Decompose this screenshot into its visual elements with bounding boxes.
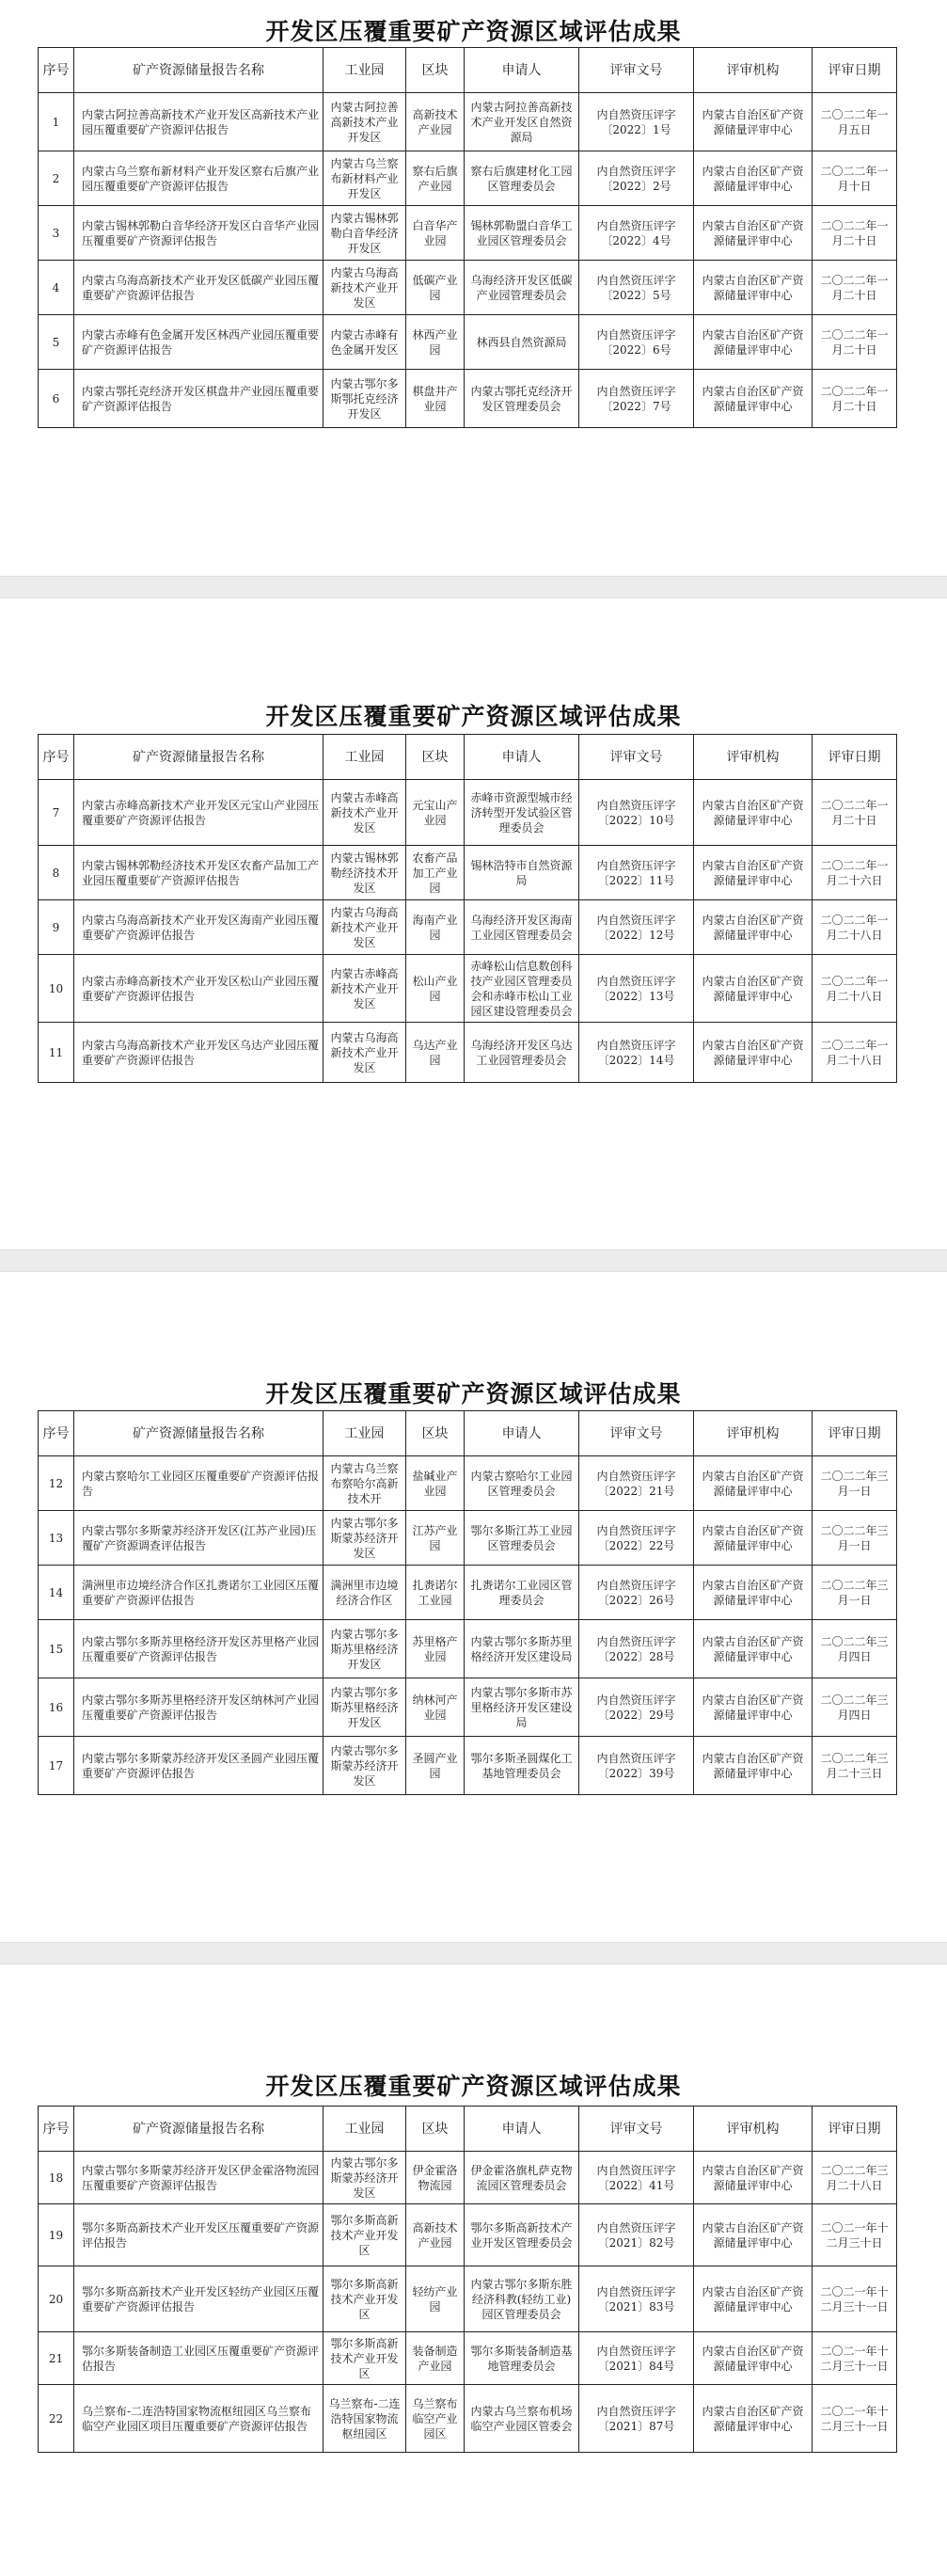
- cell-doc-number: 内自然资压评字〔2022〕39号: [579, 1737, 694, 1795]
- cell-park: 内蒙古乌兰察布察哈尔高新技术开: [324, 1456, 406, 1511]
- cell-report-name: 内蒙古阿拉善高新技术产业开发区高新技术产业园压覆重要矿产资源评估报告: [74, 93, 324, 151]
- table-row: [39, 2385, 897, 2453]
- cell-review-date: 二〇二二年三月一日: [813, 1511, 897, 1566]
- table-row: [39, 1566, 897, 1620]
- header-applicant: 申请人: [465, 48, 579, 93]
- header-review-org: 评审机构: [694, 1411, 813, 1456]
- cell-doc-number: 内自然资压评字〔2022〕4号: [579, 206, 694, 261]
- table-row: [39, 2332, 897, 2385]
- cell-seq: 9: [39, 900, 74, 955]
- cell-review-org: 内蒙古自治区矿产资源储量评审中心: [694, 1678, 813, 1737]
- header-block: 区块: [406, 48, 465, 93]
- page-separator: [0, 576, 947, 598]
- header-review-org: 评审机构: [694, 48, 813, 93]
- cell-applicant: 察右后旗建材化工园区管理委员会: [465, 151, 579, 206]
- cell-block: 高新技术产业园: [406, 93, 465, 151]
- table-row: [39, 93, 897, 151]
- cell-applicant: 扎赉诺尔工业园区管理委员会: [465, 1566, 579, 1620]
- cell-review-date: 二〇二二年三月二十八日: [813, 2152, 897, 2204]
- cell-review-org: 内蒙古自治区矿产资源储量评审中心: [694, 955, 813, 1023]
- cell-block: 察右后旗产业园: [406, 151, 465, 206]
- cell-review-date: 二〇二一年十二月三十日: [813, 2204, 897, 2266]
- cell-applicant: 乌海经济开发区低碳产业园管理委员会: [465, 261, 579, 315]
- cell-review-org: 内蒙古自治区矿产资源储量评审中心: [694, 370, 813, 428]
- cell-block: 圣圆产业园: [406, 1737, 465, 1795]
- header-doc-number: 评审文号: [579, 1411, 694, 1456]
- cell-block: 乌兰察布临空产业园区: [406, 2385, 465, 2453]
- table-header-row: [39, 2107, 897, 2152]
- table-row: [39, 1678, 897, 1737]
- cell-review-date: 二〇二二年三月四日: [813, 1620, 897, 1678]
- table-header-row: [39, 48, 897, 93]
- header-seq: 序号: [39, 48, 74, 93]
- cell-park: 内蒙古锡林郭勒白音华经济开发区: [324, 206, 406, 261]
- cell-park: 内蒙古赤峰高新技术产业开发区: [324, 780, 406, 846]
- cell-doc-number: 内自然资压评字〔2022〕13号: [579, 955, 694, 1023]
- table-row: [39, 2204, 897, 2266]
- cell-review-date: 二〇二一年十二月三十一日: [813, 2385, 897, 2453]
- cell-block: 轻纺产业园: [406, 2266, 465, 2332]
- results-table: [38, 47, 897, 428]
- page-separator: [0, 1249, 947, 1272]
- table-row: [39, 2152, 897, 2204]
- header-park: 工业园: [324, 1411, 406, 1456]
- page-separator: [0, 1942, 947, 1964]
- cell-report-name: 内蒙古锡林郭勒白音华经济开发区白音华产业园压覆重要矿产资源评估报告: [74, 206, 324, 261]
- cell-park: 内蒙古阿拉善高新技术产业开发区: [324, 93, 406, 151]
- cell-review-org: 内蒙古自治区矿产资源储量评审中心: [694, 206, 813, 261]
- cell-review-date: 二〇二二年一月二十日: [813, 206, 897, 261]
- cell-review-date: 二〇二二年一月二十日: [813, 780, 897, 846]
- cell-park: 内蒙古鄂尔多斯苏里格经济开发区: [324, 1620, 406, 1678]
- cell-park: 内蒙古鄂尔多斯鄂托克经济开发区: [324, 370, 406, 428]
- cell-park: 内蒙古乌海高新技术产业开发区: [324, 261, 406, 315]
- header-doc-number: 评审文号: [579, 48, 694, 93]
- cell-applicant: 内蒙古鄂尔多斯市苏里格经济开发区建设局: [465, 1678, 579, 1737]
- cell-block: 白音华产业园: [406, 206, 465, 261]
- header-applicant: 申请人: [465, 735, 579, 780]
- page-title: 开发区压覆重要矿产资源区域评估成果: [265, 703, 682, 730]
- cell-review-date: 二〇二二年三月二十三日: [813, 1737, 897, 1795]
- header-report-name: 矿产资源储量报告名称: [74, 1411, 324, 1456]
- cell-seq: 18: [39, 2152, 74, 2204]
- cell-seq: 3: [39, 206, 74, 261]
- results-table: [38, 734, 897, 1083]
- cell-block: 林西产业园: [406, 315, 465, 370]
- header-seq: 序号: [39, 735, 74, 780]
- cell-review-org: 内蒙古自治区矿产资源储量评审中心: [694, 2152, 813, 2204]
- cell-report-name: 内蒙古乌兰察布新材料产业开发区察右后旗产业园压覆重要矿产资源评估报告: [74, 151, 324, 206]
- cell-doc-number: 内自然资压评字〔2022〕29号: [579, 1678, 694, 1737]
- cell-applicant: 内蒙古鄂尔多斯东胜经济科教(轻纺工业)园区管理委员会: [465, 2266, 579, 2332]
- header-report-name: 矿产资源储量报告名称: [74, 48, 324, 93]
- cell-seq: 14: [39, 1566, 74, 1620]
- cell-report-name: 内蒙古察哈尔工业园区压覆重要矿产资源评估报告: [74, 1456, 324, 1511]
- header-doc-number: 评审文号: [579, 2107, 694, 2152]
- page-3: [0, 1272, 947, 1940]
- cell-report-name: 内蒙古乌海高新技术产业开发区海南产业园压覆重要矿产资源评估报告: [74, 900, 324, 955]
- cell-park: 内蒙古乌海高新技术产业开发区: [324, 1023, 406, 1083]
- cell-review-date: 二〇二二年一月十日: [813, 151, 897, 206]
- table-row: [39, 846, 897, 900]
- cell-report-name: 乌兰察布-二连浩特国家物流枢纽园区乌兰察布临空产业园区项目压覆重要矿产资源评估报告: [74, 2385, 324, 2453]
- cell-review-date: 二〇二二年一月二十八日: [813, 900, 897, 955]
- cell-review-date: 二〇二一年十二月三十一日: [813, 2266, 897, 2332]
- cell-park: 鄂尔多斯高新技术产业开发区: [324, 2266, 406, 2332]
- cell-doc-number: 内自然资压评字〔2022〕11号: [579, 846, 694, 900]
- cell-doc-number: 内自然资压评字〔2021〕82号: [579, 2204, 694, 2266]
- table-row: [39, 955, 897, 1023]
- header-park: 工业园: [324, 48, 406, 93]
- header-review-org: 评审机构: [694, 735, 813, 780]
- cell-park: 满洲里市边境经济合作区: [324, 1566, 406, 1620]
- cell-applicant: 内蒙古鄂托克经济开发区管理委员会: [465, 370, 579, 428]
- cell-review-date: 二〇二二年三月一日: [813, 1456, 897, 1511]
- cell-review-org: 内蒙古自治区矿产资源储量评审中心: [694, 1456, 813, 1511]
- cell-park: 内蒙古赤峰高新技术产业开发区: [324, 955, 406, 1023]
- cell-report-name: 内蒙古鄂尔多斯蒙苏经济开发区伊金霍洛物流园压覆重要矿产资源评估报告: [74, 2152, 324, 2204]
- cell-report-name: 内蒙古赤峰高新技术产业开发区松山产业园压覆重要矿产资源评估报告: [74, 955, 324, 1023]
- header-review-date: 评审日期: [813, 1411, 897, 1456]
- cell-applicant: 鄂尔多斯装备制造基地管理委员会: [465, 2332, 579, 2385]
- cell-applicant: 内蒙古察哈尔工业园区管理委员会: [465, 1456, 579, 1511]
- cell-block: 低碳产业园: [406, 261, 465, 315]
- results-table: [38, 2106, 897, 2453]
- cell-doc-number: 内自然资压评字〔2022〕12号: [579, 900, 694, 955]
- cell-report-name: 内蒙古鄂尔多斯蒙苏经济开发区(江苏产业园)压覆矿产资源调查评估报告: [74, 1511, 324, 1566]
- cell-seq: 19: [39, 2204, 74, 2266]
- cell-review-org: 内蒙古自治区矿产资源储量评审中心: [694, 1023, 813, 1083]
- cell-doc-number: 内自然资压评字〔2022〕5号: [579, 261, 694, 315]
- cell-report-name: 内蒙古乌海高新技术产业开发区乌达产业园压覆重要矿产资源评估报告: [74, 1023, 324, 1083]
- cell-applicant: 乌海经济开发区海南工业园区管理委员会: [465, 900, 579, 955]
- cell-review-org: 内蒙古自治区矿产资源储量评审中心: [694, 2332, 813, 2385]
- cell-park: 鄂尔多斯高新技术产业开发区: [324, 2332, 406, 2385]
- page-title: 开发区压覆重要矿产资源区域评估成果: [265, 2073, 682, 2100]
- header-review-date: 评审日期: [813, 48, 897, 93]
- page-2: [0, 598, 947, 1248]
- cell-doc-number: 内自然资压评字〔2021〕84号: [579, 2332, 694, 2385]
- header-review-date: 评审日期: [813, 735, 897, 780]
- cell-doc-number: 内自然资压评字〔2022〕1号: [579, 93, 694, 151]
- header-seq: 序号: [39, 1411, 74, 1456]
- cell-block: 盐碱业产业园: [406, 1456, 465, 1511]
- header-report-name: 矿产资源储量报告名称: [74, 2107, 324, 2152]
- table-row: [39, 261, 897, 315]
- cell-report-name: 鄂尔多斯装备制造工业园区压覆重要矿产资源评估报告: [74, 2332, 324, 2385]
- cell-doc-number: 内自然资压评字〔2022〕41号: [579, 2152, 694, 2204]
- cell-applicant: 锡林浩特市自然资源局: [465, 846, 579, 900]
- cell-seq: 13: [39, 1511, 74, 1566]
- header-review-org: 评审机构: [694, 2107, 813, 2152]
- cell-seq: 6: [39, 370, 74, 428]
- cell-applicant: 内蒙古乌兰察布机场临空产业园区管委会: [465, 2385, 579, 2453]
- cell-report-name: 内蒙古锡林郭勒经济技术开发区农畜产品加工产业园压覆重要矿产资源评估报告: [74, 846, 324, 900]
- table-row: [39, 1456, 897, 1511]
- cell-applicant: 伊金霍洛旗札萨克物流园区管理委员会: [465, 2152, 579, 2204]
- cell-block: 松山产业园: [406, 955, 465, 1023]
- cell-park: 内蒙古鄂尔多斯蒙苏经济开发区: [324, 1737, 406, 1795]
- cell-block: 棋盘井产业园: [406, 370, 465, 428]
- cell-block: 扎赉诺尔工业园: [406, 1566, 465, 1620]
- cell-doc-number: 内自然资压评字〔2022〕21号: [579, 1456, 694, 1511]
- cell-doc-number: 内自然资压评字〔2022〕26号: [579, 1566, 694, 1620]
- cell-review-date: 二〇二二年一月五日: [813, 93, 897, 151]
- cell-park: 内蒙古鄂尔多斯苏里格经济开发区: [324, 1678, 406, 1737]
- cell-review-org: 内蒙古自治区矿产资源储量评审中心: [694, 900, 813, 955]
- cell-review-org: 内蒙古自治区矿产资源储量评审中心: [694, 2385, 813, 2453]
- header-applicant: 申请人: [465, 2107, 579, 2152]
- cell-review-org: 内蒙古自治区矿产资源储量评审中心: [694, 1620, 813, 1678]
- cell-block: 乌达产业园: [406, 1023, 465, 1083]
- cell-park: 内蒙古鄂尔多斯蒙苏经济开发区: [324, 2152, 406, 2204]
- cell-seq: 22: [39, 2385, 74, 2453]
- header-review-date: 评审日期: [813, 2107, 897, 2152]
- cell-applicant: 鄂尔多斯江苏工业园区管理委员会: [465, 1511, 579, 1566]
- cell-report-name: 内蒙古鄂尔多斯蒙苏经济开发区圣圆产业园压覆重要矿产资源评估报告: [74, 1737, 324, 1795]
- header-seq: 序号: [39, 2107, 74, 2152]
- cell-seq: 20: [39, 2266, 74, 2332]
- table-header-row: [39, 1411, 897, 1456]
- cell-block: 伊金霍洛物流园: [406, 2152, 465, 2204]
- cell-review-org: 内蒙古自治区矿产资源储量评审中心: [694, 1566, 813, 1620]
- cell-review-date: 二〇二一年十二月三十一日: [813, 2332, 897, 2385]
- table-row: [39, 151, 897, 206]
- cell-seq: 4: [39, 261, 74, 315]
- header-doc-number: 评审文号: [579, 735, 694, 780]
- cell-doc-number: 内自然资压评字〔2022〕14号: [579, 1023, 694, 1083]
- cell-block: 苏里格产业园: [406, 1620, 465, 1678]
- cell-seq: 21: [39, 2332, 74, 2385]
- cell-applicant: 鄂尔多斯高新技术产业开发区管理委员会: [465, 2204, 579, 2266]
- header-park: 工业园: [324, 735, 406, 780]
- table-row: [39, 1737, 897, 1795]
- cell-seq: 1: [39, 93, 74, 151]
- cell-seq: 15: [39, 1620, 74, 1678]
- cell-seq: 8: [39, 846, 74, 900]
- cell-review-date: 二〇二二年一月二十八日: [813, 1023, 897, 1083]
- header-report-name: 矿产资源储量报告名称: [74, 735, 324, 780]
- table-row: [39, 1511, 897, 1566]
- page-title: 开发区压覆重要矿产资源区域评估成果: [265, 1380, 682, 1407]
- cell-doc-number: 内自然资压评字〔2022〕10号: [579, 780, 694, 846]
- cell-park: 鄂尔多斯高新技术产业开发区: [324, 2204, 406, 2266]
- cell-seq: 16: [39, 1678, 74, 1737]
- cell-applicant: 内蒙古鄂尔多斯苏里格经济开发区建设局: [465, 1620, 579, 1678]
- cell-doc-number: 内自然资压评字〔2021〕87号: [579, 2385, 694, 2453]
- cell-report-name: 内蒙古鄂尔多斯苏里格经济开发区纳林河产业园压覆重要矿产资源评估报告: [74, 1678, 324, 1737]
- cell-report-name: 鄂尔多斯高新技术产业开发区轻纺产业园区压覆重要矿产资源评估报告: [74, 2266, 324, 2332]
- header-block: 区块: [406, 1411, 465, 1456]
- cell-doc-number: 内自然资压评字〔2022〕28号: [579, 1620, 694, 1678]
- cell-report-name: 内蒙古赤峰有色金属开发区林西产业园压覆重要矿产资源评估报告: [74, 315, 324, 370]
- cell-doc-number: 内自然资压评字〔2022〕6号: [579, 315, 694, 370]
- cell-review-org: 内蒙古自治区矿产资源储量评审中心: [694, 93, 813, 151]
- cell-report-name: 内蒙古鄂托克经济开发区棋盘井产业园压覆重要矿产资源评估报告: [74, 370, 324, 428]
- cell-review-date: 二〇二二年一月二十八日: [813, 955, 897, 1023]
- cell-review-org: 内蒙古自治区矿产资源储量评审中心: [694, 315, 813, 370]
- table-row: [39, 900, 897, 955]
- cell-block: 元宝山产业园: [406, 780, 465, 846]
- cell-review-date: 二〇二二年一月二十日: [813, 261, 897, 315]
- cell-block: 高新技术产业园: [406, 2204, 465, 2266]
- cell-review-org: 内蒙古自治区矿产资源储量评审中心: [694, 846, 813, 900]
- cell-applicant: 林西县自然资源局: [465, 315, 579, 370]
- table-row: [39, 780, 897, 846]
- cell-block: 海南产业园: [406, 900, 465, 955]
- cell-park: 内蒙古乌海高新技术产业开发区: [324, 900, 406, 955]
- cell-seq: 17: [39, 1737, 74, 1795]
- page-1: [0, 0, 947, 574]
- cell-seq: 10: [39, 955, 74, 1023]
- cell-review-org: 内蒙古自治区矿产资源储量评审中心: [694, 780, 813, 846]
- table-row: [39, 370, 897, 428]
- cell-park: 乌兰察布-二连浩特国家物流枢纽园区: [324, 2385, 406, 2453]
- cell-applicant: 赤峰松山信息数创科技产业园区管理委员会和赤峰市松山工业园区建设管理委员会: [465, 955, 579, 1023]
- cell-report-name: 鄂尔多斯高新技术产业开发区压覆重要矿产资源评估报告: [74, 2204, 324, 2266]
- page-4: [0, 1964, 947, 2576]
- cell-block: 装备制造产业园: [406, 2332, 465, 2385]
- cell-report-name: 满洲里市边境经济合作区扎赉诺尔工业园区压覆重要矿产资源评估报告: [74, 1566, 324, 1620]
- cell-doc-number: 内自然资压评字〔2022〕2号: [579, 151, 694, 206]
- cell-seq: 2: [39, 151, 74, 206]
- cell-review-date: 二〇二二年三月四日: [813, 1678, 897, 1737]
- cell-review-org: 内蒙古自治区矿产资源储量评审中心: [694, 151, 813, 206]
- header-park: 工业园: [324, 2107, 406, 2152]
- cell-seq: 5: [39, 315, 74, 370]
- cell-report-name: 内蒙古乌海高新技术产业开发区低碳产业园压覆重要矿产资源评估报告: [74, 261, 324, 315]
- cell-doc-number: 内自然资压评字〔2022〕22号: [579, 1511, 694, 1566]
- table-row: [39, 2266, 897, 2332]
- cell-review-date: 二〇二二年三月一日: [813, 1566, 897, 1620]
- cell-applicant: 乌海经济开发区乌达工业园管理委员会: [465, 1023, 579, 1083]
- cell-park: 内蒙古鄂尔多斯蒙苏经济开发区: [324, 1511, 406, 1566]
- cell-block: 纳林河产业园: [406, 1678, 465, 1737]
- header-applicant: 申请人: [465, 1411, 579, 1456]
- cell-seq: 7: [39, 780, 74, 846]
- header-block: 区块: [406, 2107, 465, 2152]
- cell-review-org: 内蒙古自治区矿产资源储量评审中心: [694, 1737, 813, 1795]
- cell-block: 江苏产业园: [406, 1511, 465, 1566]
- cell-park: 内蒙古乌兰察布新材料产业开发区: [324, 151, 406, 206]
- cell-review-org: 内蒙古自治区矿产资源储量评审中心: [694, 1511, 813, 1566]
- table-row: [39, 206, 897, 261]
- cell-applicant: 赤峰市资源型城市经济转型开发试验区管理委员会: [465, 780, 579, 846]
- results-table: [38, 1410, 897, 1795]
- table-row: [39, 315, 897, 370]
- header-block: 区块: [406, 735, 465, 780]
- cell-review-date: 二〇二二年一月二十日: [813, 370, 897, 428]
- table-header-row: [39, 735, 897, 780]
- cell-doc-number: 内自然资压评字〔2021〕83号: [579, 2266, 694, 2332]
- cell-applicant: 锡林郭勒盟白音华工业园区管理委员会: [465, 206, 579, 261]
- cell-report-name: 内蒙古鄂尔多斯苏里格经济开发区苏里格产业园压覆重要矿产资源评估报告: [74, 1620, 324, 1678]
- cell-seq: 12: [39, 1456, 74, 1511]
- cell-review-org: 内蒙古自治区矿产资源储量评审中心: [694, 2266, 813, 2332]
- cell-review-org: 内蒙古自治区矿产资源储量评审中心: [694, 2204, 813, 2266]
- cell-applicant: 鄂尔多斯圣圆煤化工基地管理委员会: [465, 1737, 579, 1795]
- cell-report-name: 内蒙古赤峰高新技术产业开发区元宝山产业园压覆重要矿产资源评估报告: [74, 780, 324, 846]
- cell-review-date: 二〇二二年一月二十六日: [813, 846, 897, 900]
- cell-doc-number: 内自然资压评字〔2022〕7号: [579, 370, 694, 428]
- page-title: 开发区压覆重要矿产资源区域评估成果: [265, 18, 682, 45]
- cell-park: 内蒙古锡林郭勒经济技术开发区: [324, 846, 406, 900]
- cell-review-org: 内蒙古自治区矿产资源储量评审中心: [694, 261, 813, 315]
- cell-applicant: 内蒙古阿拉善高新技术产业开发区自然资源局: [465, 93, 579, 151]
- table-row: [39, 1620, 897, 1678]
- cell-block: 农畜产品加工产业园: [406, 846, 465, 900]
- cell-park: 内蒙古赤峰有色金属开发区: [324, 315, 406, 370]
- table-row: [39, 1023, 897, 1083]
- cell-seq: 11: [39, 1023, 74, 1083]
- cell-review-date: 二〇二二年一月二十日: [813, 315, 897, 370]
